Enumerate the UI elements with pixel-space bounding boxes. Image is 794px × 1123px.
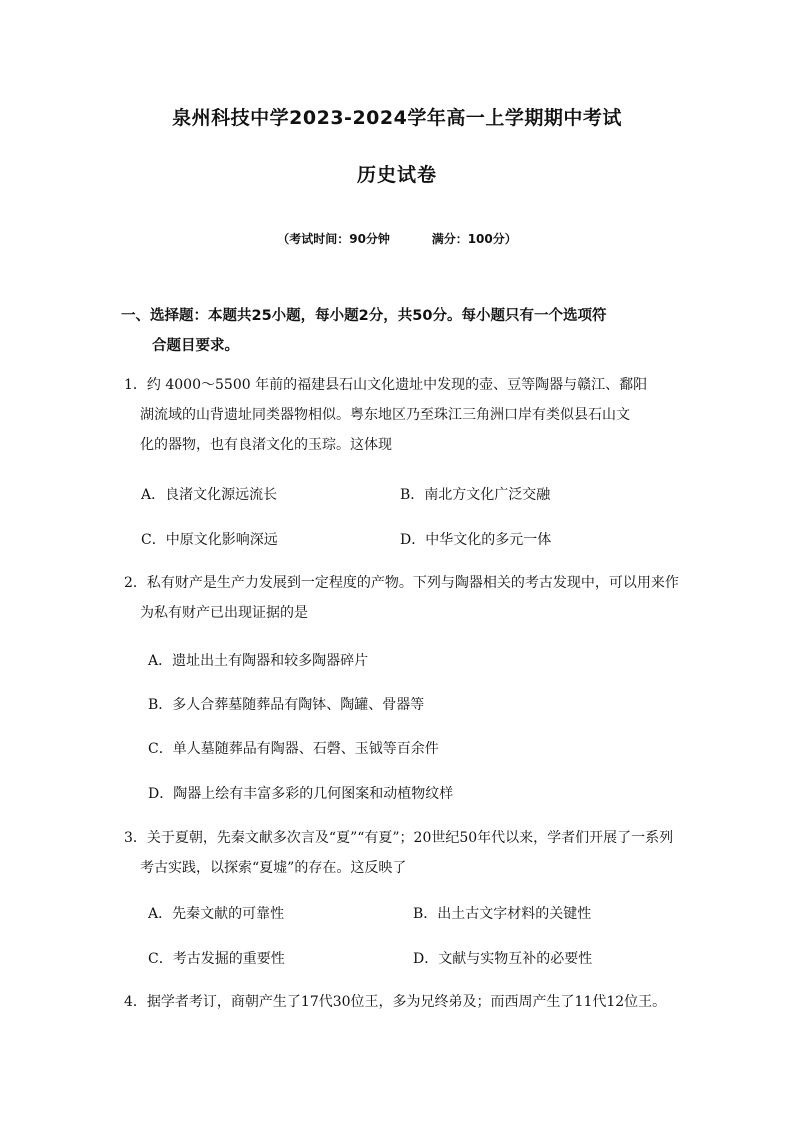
- question-2-line1: 2．私有财产是生产力发展到一定程度的产物。下列与陶器相关的考古发现中，可以用来作: [124, 575, 679, 591]
- question-3-option-b: B．出土古文字材料的关键性: [413, 906, 592, 922]
- question-1-line1: 1．约 4000～5500 年前的福建县石山文化遗址中发现的壶、豆等陶器与赣江、鄱阳: [124, 377, 648, 393]
- question-2-line2: 为私有财产已出现证据的是: [140, 605, 308, 621]
- question-2-option-d: D．陶器上绘有丰富多彩的几何图案和动植物纹样: [148, 786, 454, 802]
- question-3-option-c: C．考古发掘的重要性: [148, 951, 285, 967]
- exam-subtitle: 历史试卷: [356, 164, 437, 186]
- question-4: [124, 987, 680, 1017]
- question-1-line3: 化的器物，也有良渚文化的玉琮。这体现: [140, 437, 392, 453]
- question-3-option-a: A．先秦文献的可靠性: [148, 906, 285, 922]
- question-2-option-b: B．多人合葬墓随葬品有陶钵、陶罐、骨器等: [148, 697, 425, 713]
- section-heading: [121, 301, 681, 361]
- question-1-option-a: A．良渚文化源远流长: [141, 487, 278, 503]
- question-3: [124, 823, 680, 883]
- question-1-option-c: C．中原文化影响深远: [141, 532, 278, 548]
- question-number: 4．: [124, 994, 147, 1010]
- question-number: 2．: [124, 575, 147, 591]
- question-2-option-a: A．遗址出土有陶器和较多陶器碎片: [148, 653, 369, 669]
- question-3-line1: 3．关于夏朝，先秦文献多次言及“夏”“有夏”；20世纪50年代以来，学者们开展了一系列: [124, 830, 674, 846]
- question-1-option-b: B．南北方文化广泛交融: [400, 487, 551, 503]
- question-2: [124, 568, 680, 628]
- section-heading-line2: 合题目要求。: [152, 338, 239, 354]
- question-1: [124, 370, 680, 460]
- exam-info: （考试时间：90分钟 满分：100分）: [277, 232, 517, 246]
- exam-title: 泉州科技中学2023-2024学年高一上学期期中考试: [172, 107, 622, 129]
- question-number: 3．: [124, 830, 147, 846]
- question-2-option-c: C．单人墓随葬品有陶器、石磬、玉钺等百余件: [148, 741, 439, 757]
- question-3-line2: 考古实践，以探索“夏墟”的存在。这反映了: [140, 860, 407, 876]
- question-number: 1．: [124, 377, 147, 393]
- question-4-line1: 4．据学者考订，商朝产生了17代30位王，多为兄终弟及；而西周产生了11代12位王。: [124, 994, 667, 1010]
- question-1-option-d: D．中华文化的多元一体: [400, 532, 552, 548]
- question-1-line2: 湖流域的山背遗址同类器物相似。粤东地区乃至珠江三角洲口岸有类似县石山文: [140, 407, 630, 423]
- question-3-option-d: D．文献与实物互补的必要性: [413, 951, 593, 967]
- section-heading-line1: 一、选择题：本题共25小题，每小题2分，共50分。每小题只有一个选项符: [121, 308, 607, 324]
